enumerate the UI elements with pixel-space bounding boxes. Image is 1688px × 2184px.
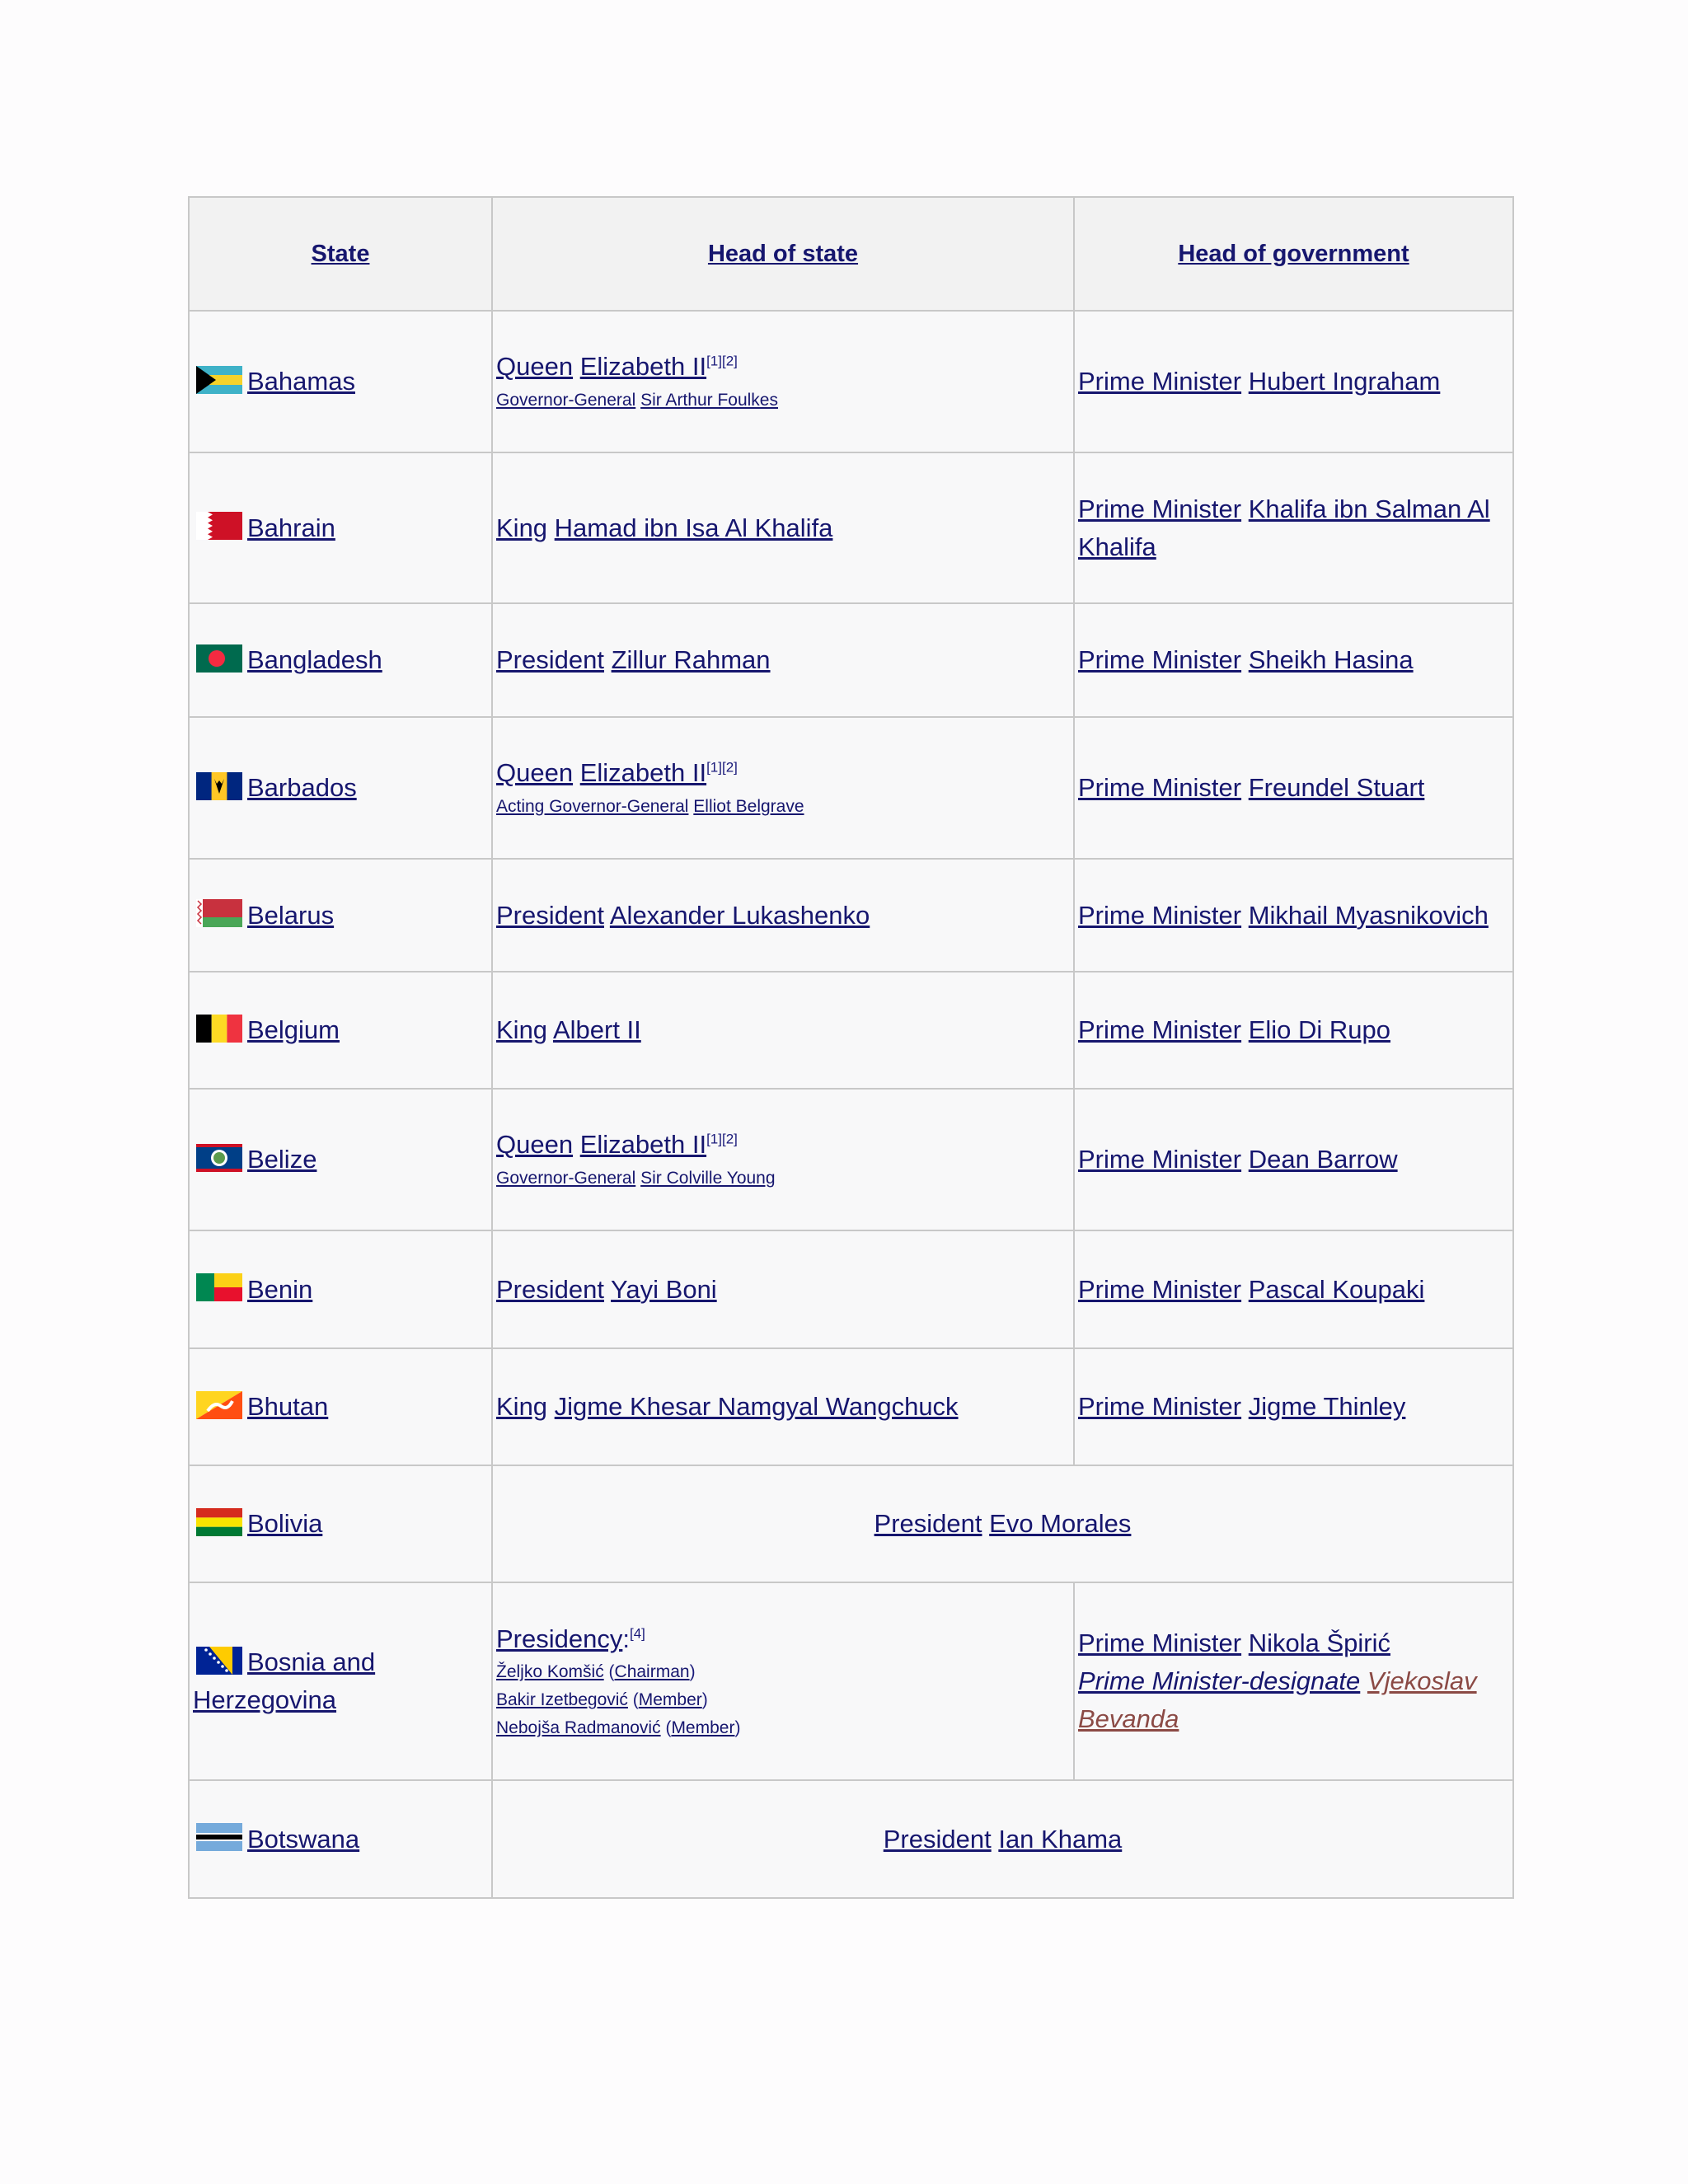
table-row — [189, 717, 1513, 859]
hog-name-link[interactable]: Hubert Ingraham — [1248, 367, 1441, 396]
hog-title-link[interactable]: Prime Minister — [1078, 367, 1242, 396]
barbados-flag-icon[interactable] — [196, 772, 242, 800]
member-name-link[interactable]: Željko Komšić — [496, 1662, 604, 1681]
table-row — [189, 859, 1513, 972]
state-cell — [189, 1780, 492, 1898]
hos-sub-name-link[interactable]: Elliot Belgrave — [693, 797, 804, 816]
belize-flag-icon[interactable] — [196, 1144, 242, 1172]
hog-title-link[interactable]: Prime Minister — [1078, 773, 1242, 802]
hos-sub-title-link[interactable]: Acting Governor-General — [496, 797, 689, 816]
state-link[interactable]: Benin — [247, 1274, 313, 1304]
hos-sub-title-link[interactable]: Governor-General — [496, 391, 636, 410]
head-of-government-cell — [1074, 972, 1513, 1089]
head-of-government-cell — [1074, 603, 1513, 717]
head-of-state-cell — [492, 1230, 1074, 1348]
head-of-state-cell — [492, 603, 1074, 717]
state-cell — [189, 1582, 492, 1780]
head-of-state-cell — [492, 452, 1074, 603]
hog-name-link[interactable]: Jigme Thinley — [1248, 1392, 1406, 1421]
state-link[interactable]: Bhutan — [247, 1392, 329, 1421]
bolivia-flag-icon[interactable] — [196, 1508, 242, 1536]
member-role-link[interactable]: Member — [638, 1690, 702, 1709]
hos-title-link[interactable]: Presidency — [496, 1624, 623, 1653]
combined-name-link[interactable]: Ian Khama — [998, 1824, 1123, 1854]
reference-link[interactable]: [1][2] — [706, 759, 738, 776]
reference-link[interactable]: [4] — [629, 1625, 645, 1642]
hog-name-link[interactable]: Khalifa ibn Salman Al Khalifa — [1078, 494, 1490, 561]
hog-designate-title-link[interactable]: Prime Minister-designate — [1078, 1666, 1361, 1695]
head-of-government-cell — [1074, 1582, 1513, 1780]
hos-name-link[interactable]: Zillur Rahman — [611, 645, 771, 674]
header-state-link[interactable]: State — [311, 240, 370, 267]
hos-title-link[interactable]: Queen — [496, 1130, 574, 1159]
hos-title-link[interactable]: President — [496, 900, 604, 930]
hos-title-link[interactable]: King — [496, 1392, 548, 1421]
state-link[interactable]: Belgium — [247, 1015, 340, 1044]
member-name-link[interactable]: Bakir Izetbegović — [496, 1690, 628, 1709]
header-head-of-state[interactable] — [492, 197, 1074, 311]
hog-title-link[interactable]: Prime Minister — [1078, 1015, 1242, 1044]
table-row — [189, 603, 1513, 717]
table-row — [189, 1089, 1513, 1230]
hos-name-link[interactable]: Elizabeth II — [579, 352, 707, 381]
state-link[interactable]: Bahamas — [247, 367, 355, 396]
state-cell — [189, 859, 492, 972]
state-cell — [189, 1230, 492, 1348]
member-role-link[interactable]: Chairman — [614, 1662, 690, 1681]
combined-title-link[interactable]: President — [874, 1509, 982, 1538]
bangladesh-flag-icon[interactable] — [196, 644, 242, 673]
reference-link[interactable]: [1][2] — [706, 1131, 738, 1147]
hog-title-link[interactable]: Prime Minister — [1078, 1274, 1242, 1304]
state-cell — [189, 603, 492, 717]
head-of-government-cell — [1074, 1089, 1513, 1230]
hos-name-link[interactable]: Hamad ibn Isa Al Khalifa — [554, 513, 833, 542]
state-link[interactable]: Botswana — [247, 1824, 360, 1854]
hos-title-link[interactable]: President — [496, 1274, 604, 1304]
hos-name-link[interactable]: Elizabeth II — [579, 1130, 707, 1159]
state-cell — [189, 1465, 492, 1582]
head-of-government-cell — [1074, 452, 1513, 603]
hog-name-link[interactable]: Elio Di Rupo — [1248, 1015, 1391, 1044]
hog-name-link[interactable]: Pascal Koupaki — [1248, 1274, 1425, 1304]
member-name-link[interactable]: Nebojša Radmanović — [496, 1718, 661, 1737]
table-row — [189, 972, 1513, 1089]
header-head-of-government[interactable] — [1074, 197, 1513, 311]
head-of-government-cell — [1074, 717, 1513, 859]
combined-head-cell — [492, 1780, 1513, 1898]
hos-name-link[interactable]: Jigme Khesar Namgyal Wangchuck — [554, 1392, 959, 1421]
state-link[interactable]: Bosnia and Herzegovina — [193, 1647, 376, 1714]
head-of-government-cell — [1074, 859, 1513, 972]
bosnia-flag-icon[interactable] — [196, 1647, 242, 1675]
head-of-state-cell: Presidency:[4] Željko Komšić (Chairman) Bakir Izetbegović (Member) Nebojša Radmanović (Member) — [492, 1582, 1074, 1780]
combined-head-cell — [492, 1465, 1513, 1582]
hos-title-link[interactable]: Queen — [496, 758, 574, 787]
hog-designate-name-link[interactable]: Vjekoslav Bevanda — [1078, 1666, 1477, 1733]
member-role-link[interactable]: Member — [671, 1718, 735, 1737]
head-of-state-cell — [492, 311, 1074, 452]
hos-name-link[interactable]: Albert II — [552, 1015, 641, 1044]
head-of-state-cell — [492, 859, 1074, 972]
bhutan-flag-icon[interactable] — [196, 1391, 242, 1419]
belgium-flag-icon[interactable] — [196, 1015, 242, 1043]
hos-name-link[interactable]: Alexander Lukashenko — [609, 900, 870, 930]
hos-title-link[interactable]: Queen — [496, 352, 574, 381]
leaders-table — [188, 196, 1514, 1899]
hog-name-link[interactable]: Nikola Špirić — [1248, 1629, 1390, 1657]
hog-name-link[interactable]: Freundel Stuart — [1248, 773, 1425, 802]
combined-name-link[interactable]: Evo Morales — [989, 1509, 1132, 1538]
header-row — [189, 197, 1513, 311]
table-row — [189, 1465, 1513, 1582]
header-head-of-government-link[interactable]: Head of government — [1178, 240, 1409, 267]
table-row — [189, 1230, 1513, 1348]
botswana-flag-icon[interactable] — [196, 1823, 242, 1851]
table-row — [189, 452, 1513, 603]
state-link[interactable]: Bangladesh — [247, 645, 382, 674]
bahrain-flag-icon[interactable] — [196, 512, 242, 540]
state-link[interactable]: Bolivia — [247, 1509, 323, 1538]
header-state[interactable] — [189, 197, 492, 311]
hog-name-link[interactable]: Dean Barrow — [1248, 1145, 1398, 1174]
head-of-state-cell — [492, 1348, 1074, 1465]
hos-sub-name-link[interactable]: Sir Arthur Foulkes — [640, 391, 778, 410]
table-row — [189, 311, 1513, 452]
state-link[interactable]: Belarus — [247, 900, 335, 930]
state-cell — [189, 452, 492, 603]
head-of-government-cell — [1074, 311, 1513, 452]
header-head-of-state-link[interactable]: Head of state — [707, 240, 859, 267]
state-link[interactable]: Belize — [247, 1145, 317, 1174]
benin-flag-icon[interactable] — [196, 1273, 242, 1301]
hos-name-link[interactable]: Yayi Boni — [611, 1274, 717, 1304]
table-row — [189, 1348, 1513, 1465]
table-row — [189, 1582, 1513, 1780]
hos-title-link[interactable]: King — [496, 513, 548, 542]
hos-title-link[interactable]: President — [496, 645, 604, 674]
state-cell — [189, 717, 492, 859]
state-cell — [189, 1089, 492, 1230]
state-link[interactable]: Barbados — [247, 773, 357, 802]
hog-title-link[interactable]: Prime Minister — [1078, 645, 1242, 674]
head-of-government-cell — [1074, 1230, 1513, 1348]
head-of-state-cell — [492, 972, 1074, 1089]
hog-title-link[interactable]: Prime Minister — [1078, 494, 1242, 523]
combined-title-link[interactable]: President — [883, 1824, 992, 1854]
reference-link[interactable]: [1][2] — [706, 353, 738, 369]
hos-sub-name-link[interactable]: Sir Colville Young — [640, 1169, 776, 1188]
hog-name-link[interactable]: Mikhail Myasnikovich — [1248, 900, 1489, 930]
bahamas-flag-icon[interactable] — [196, 366, 242, 394]
hog-name-link[interactable]: Sheikh Hasina — [1248, 645, 1414, 674]
hos-title-link[interactable]: King — [496, 1015, 548, 1044]
state-cell — [189, 1348, 492, 1465]
head-of-state-cell — [492, 1089, 1074, 1230]
hog-title-link[interactable]: Prime Minister — [1078, 1392, 1242, 1421]
hog-title-link[interactable]: Prime Minister — [1078, 1629, 1242, 1657]
state-cell — [189, 311, 492, 452]
hos-name-link[interactable]: Elizabeth II — [579, 758, 707, 787]
table-row — [189, 1780, 1513, 1898]
head-of-state-cell — [492, 717, 1074, 859]
state-cell — [189, 972, 492, 1089]
head-of-government-cell — [1074, 1348, 1513, 1465]
belarus-flag-icon[interactable] — [196, 899, 242, 927]
hog-title-link[interactable]: Prime Minister — [1078, 1145, 1242, 1174]
hos-sub-title-link[interactable]: Governor-General — [496, 1169, 636, 1188]
state-link[interactable]: Bahrain — [247, 513, 335, 542]
hog-title-link[interactable]: Prime Minister — [1078, 900, 1242, 930]
